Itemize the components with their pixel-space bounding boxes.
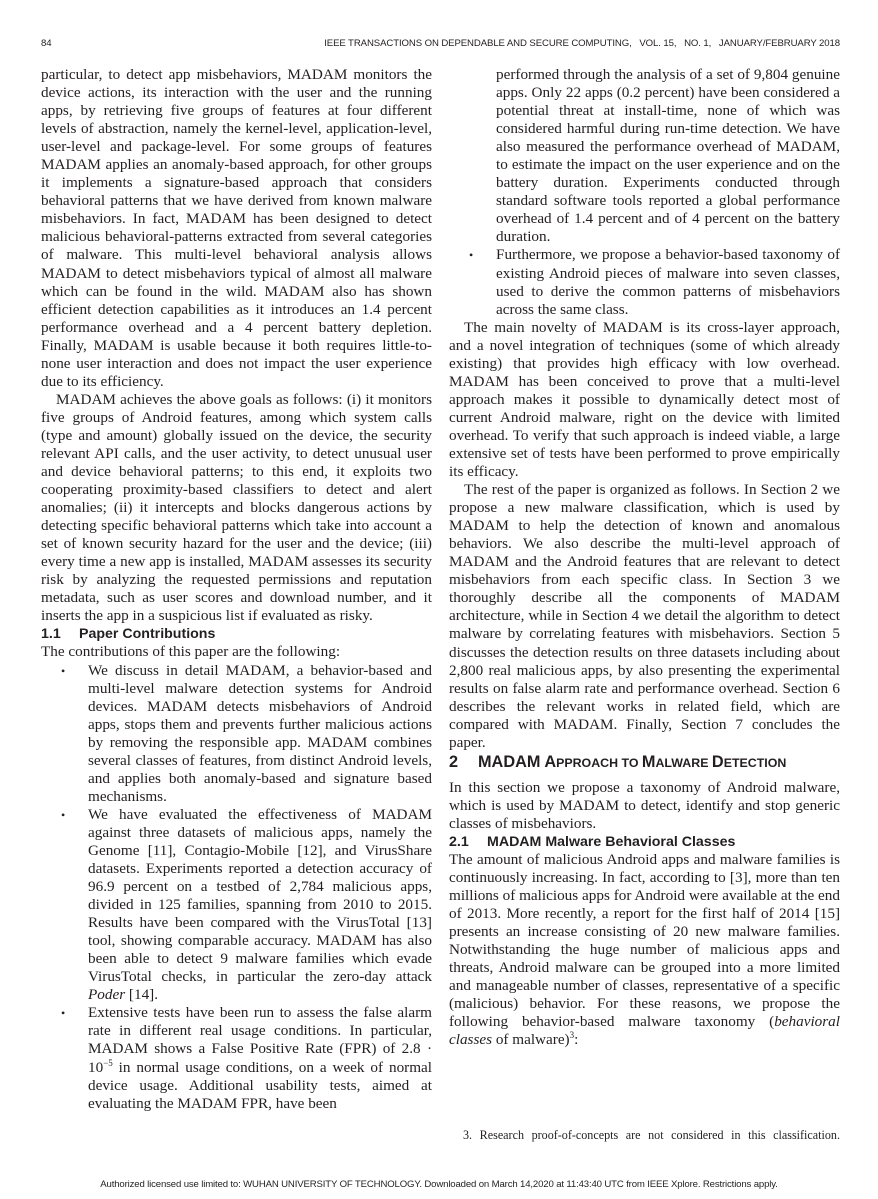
bullet-icon: • bbox=[61, 807, 66, 822]
subsection-heading-behavioral-classes bbox=[449, 833, 840, 851]
footnote-reference[interactable]: 3 bbox=[569, 1030, 575, 1041]
paragraph-organization: The rest of the paper is organized as follows. In Section 2 we propose a new malware classification, which is used by MADAM to help the detection of known and anomalous behaviors. We also describe the multi-level approach of MADAM and the Android features that are relevant to detect misbehaviors from each specific class. In Section 3 we thoroughly describe all the components of MADAM architecture, while in Section 4 we detail the algorithm to detect malware by correlating features with misbehaviors. Section 5 discusses the detection results on three datasets including about 2,800 real malicious apps, by also presenting the experimental results on false alarm rate and performance overhead. Section 6 describes the relevant works in related field, which are compared with MADAM. Finally, Section 7 concludes the paper. bbox=[449, 481, 840, 751]
license-notice: Authorized licensed use limited to: WUHAN UNIVERSITY OF TECHNOLOGY. Downloaded on March 14,2020 at 11:43:40 UTC from IEEE Xplore. Restrictions apply. bbox=[100, 1179, 778, 1190]
left-column bbox=[41, 66, 432, 1113]
list-item-text: Furthermore, we propose a behavior-based taxonomy of existing Android pieces of malware into seven classes, used to derive the common patterns of misbehaviors across the same class. bbox=[496, 246, 840, 318]
list-item-continued bbox=[449, 66, 840, 246]
section-2-intro: In this section we propose a taxonomy of Android malware, which is used by MADAM to detect, identify and stop generic classes of misbehaviors. bbox=[449, 778, 840, 832]
section-number: 2 bbox=[449, 752, 459, 771]
bullet-icon: • bbox=[61, 663, 66, 678]
paragraph-novelty: The main novelty of MADAM is its cross-layer approach, and a novel integration of techniques (some of which already existing) that provides high efficacy with low overhead. MADAM has been conceived to prove that a multi-level approach makes it possible to dynamically detect most of current Android malware, right on the device with limited overhead. To verify that such approach is indeed viable, a large extensive set of tests have been performed to prove empirically its efficacy. bbox=[449, 318, 840, 481]
footnote-text: Research proof-of-concepts are not considered in this classification. bbox=[479, 1128, 840, 1142]
paragraph-monitoring: particular, to detect app misbehaviors, MADAM monitors the device actions, its interaction with the user and the running apps, by retrieving five groups of features at four different levels of abstraction, namely the kernel-level, application-level, user-level and package-level. For some groups of features MADAM applies an anomaly-based approach, for other groups it implements a signature-based approach that considers behavioral patterns that we have derived from known malware misbehaviors. In fact, MADAM has been designed to detect malicious behavioral-patterns extracted from several categories of malware. This multi-level behavioral analysis allows MADAM to detect misbehaviors typical of almost all malware which can be found in the wild. MADAM also has shown efficient detection capabilities as it introduces an 1.4 percent performance overhead and a 4 percent battery depletion. Finally, MADAM is usable because it both requires little-to-none user interaction and does not impact the user experience due to its efficiency. bbox=[41, 66, 432, 390]
list-item bbox=[449, 246, 840, 318]
section-heading-2 bbox=[449, 752, 840, 773]
list-item-text: in normal usage conditions, on a week of normal device usage. Additional usability tests, aimed at evaluating the MADAM FPR, have been bbox=[88, 1058, 432, 1112]
section-title: MADAM APPROACH TO MALWARE DETECTION bbox=[478, 752, 787, 771]
journal-citation: IEEE TRANSACTIONS ON DEPENDABLE AND SECURE COMPUTING, VOL. 15, NO. 1, JANUARY/FEBRUARY 2018 bbox=[324, 38, 840, 49]
right-column bbox=[449, 66, 840, 1049]
list-item bbox=[41, 662, 432, 806]
fpr-value: $2.8 \cdot 10^{-5}$ bbox=[88, 1040, 432, 1076]
subsection-title: MADAM Malware Behavioral Classes bbox=[487, 833, 736, 850]
footnote-number: 3. bbox=[463, 1128, 473, 1142]
list-item bbox=[41, 1004, 432, 1112]
page-number: 84 bbox=[41, 38, 52, 49]
contributions-intro: The contributions of this paper are the following: bbox=[41, 643, 341, 661]
bullet-icon: • bbox=[61, 1006, 66, 1021]
paragraph-malware-amount: The amount of malicious Android apps and malware families is continuously increasing. In fact, according to [3], more than ten millions of malicious apps for Android were available at the end of 2013. More recently, a report for the first half of 2014 [15] presents an increase consisting of 20 new malware families. Notwithstanding the huge number of malicious apps and threats, Android malware can be grouped into a more limited and manageable number of classes, representative of a specific (malicious) behavior. For these reasons, we propose the following behavior-based malware taxonomy (behavioral classes of malware)$^3$: bbox=[449, 850, 840, 1049]
citation-ref: [14]. bbox=[125, 986, 159, 1004]
bullet-icon: • bbox=[469, 248, 474, 263]
footnote-3 bbox=[449, 1128, 840, 1143]
list-item-text: performed through the analysis of a set of 9,804 genuine apps. Only 22 apps (0.2 percent) have been considered a potential threat at install-time, none of which was considered harmful during run-time detection. We have also measured the performance overhead of MADAM, to estimate the impact on the user experience and on the battery duration. Experiments conducted through standard software tools reported a global performance overhead of 1.4 percent and of 4 percent on the battery duration. bbox=[496, 66, 840, 246]
list-item-text: Extensive tests have been run to assess the false alarm rate in different real usage conditions. In particular, MADAM shows a False Positive Rate (FPR) of bbox=[88, 1004, 432, 1058]
running-header bbox=[41, 38, 840, 52]
contributions-list-continued bbox=[449, 66, 840, 319]
malware-name-poder: Poder bbox=[88, 986, 126, 1004]
subsection-number: 1.1 bbox=[41, 626, 61, 643]
list-item-text: We have evaluated the effectiveness of MADAM against three datasets of malicious apps, namely the Genome [11], Contagio-Mobile [12], and VirusShare datasets. Experiments reported a detection accuracy of 96.9 percent on a testbed of 2,784 malicious apps, divided in 125 families, spanning from 2010 to 2015. Results have been compared with the VirusTotal [13] tool, showing comparable accuracy. MADAM has also been able to detect 9 malware families which evade VirusTotal checks, in particular the zero-day attack bbox=[88, 805, 432, 986]
subsection-title: Paper Contributions bbox=[79, 626, 216, 643]
list-item bbox=[41, 806, 432, 1005]
subsection-number: 2.1 bbox=[449, 833, 469, 850]
list-item-text: We discuss in detail MADAM, a behavior-based and multi-level malware detection systems for Android devices. MADAM detects misbehaviors of Android apps, stops them and prevents further malicious actions by removing the responsible app. MADAM combines several classes of features, from distinct Android levels, and applies both anomaly-based and signature based mechanisms. bbox=[88, 661, 432, 805]
subsection-heading-contributions bbox=[41, 625, 432, 643]
paragraph-goals: MADAM achieves the above goals as follows: (i) it monitors five groups of Android features, among which system calls (type and amount) globally issued on the device, the security relevant API calls, and the user activity, to detect unusual user and device behavioral patterns; to this end, it exploits two cooperating proximity-based classifiers to detect and alert anomalies; (ii) it intercepts and blocks dangerous actions by detecting specific behavioral patterns which take into account a set of known security hazard for the user and the device; (iii) every time a new app is installed, MADAM assesses its security risk by analyzing the requested permissions and reputation metadata, such as user scores and download number, and it inserts the app in a suspicious list if evaluated as risky. bbox=[41, 390, 432, 625]
contributions-list bbox=[41, 662, 432, 1113]
